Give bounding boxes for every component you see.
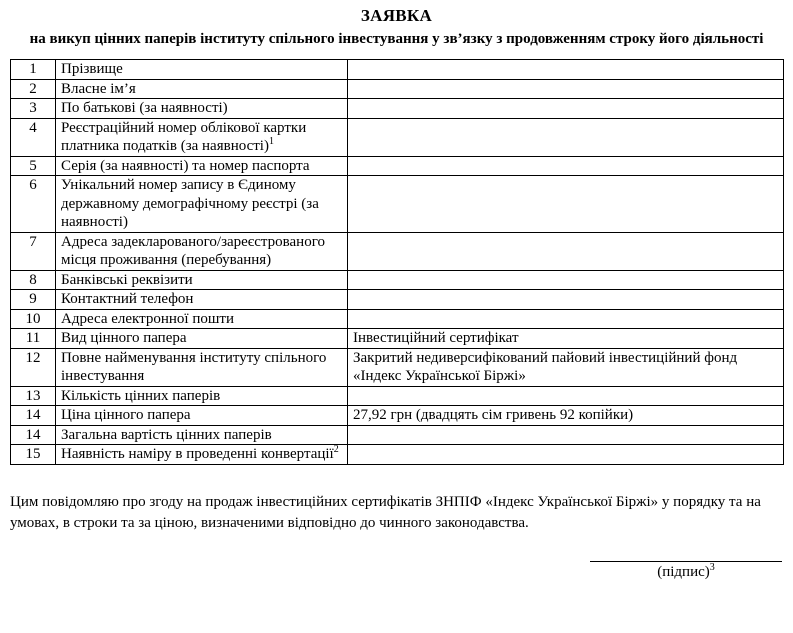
row-label	[56, 406, 348, 426]
row-number: 15	[11, 445, 56, 465]
row-number: 8	[11, 270, 56, 290]
table-row	[11, 290, 784, 310]
table-row	[11, 60, 784, 80]
row-label-text: Кількість цінних паперів	[61, 387, 221, 404]
document-title: ЗАЯВКА	[360, 6, 433, 25]
footnote-marker: 2	[333, 444, 339, 455]
row-label	[56, 118, 348, 156]
signature-footnote-marker: 3	[709, 561, 715, 573]
row-value	[348, 386, 784, 406]
row-label	[56, 309, 348, 329]
row-value	[348, 60, 784, 80]
form-table-body	[11, 60, 784, 465]
table-row	[11, 176, 784, 233]
document-subtitle: на викуп цінних паперів інституту спільного інвестування у зв’язку з продовженням строку його діяльності	[29, 31, 764, 47]
row-value	[348, 232, 784, 270]
consent-statement: Цим повідомляю про згоду на продаж інвестиційних сертифікатів ЗНПІФ «Індекс Української Біржі» у порядку та на умовах, в строки та за ціною, визначеними відповідно до чинного законодавства.	[10, 493, 761, 531]
table-row	[11, 232, 784, 270]
row-value	[348, 118, 784, 156]
row-label-text: Серія (за наявності) та номер паспорта	[61, 157, 310, 174]
row-value	[348, 99, 784, 119]
footnote-marker: 1	[268, 136, 274, 147]
table-row	[11, 386, 784, 406]
application-form-table	[10, 59, 784, 465]
row-value	[348, 309, 784, 329]
row-value: Закритий недиверсифікований пайовий інвестиційний фонд «Індекс Української Біржі»	[348, 348, 784, 386]
row-label-text: Вид цінного папера	[61, 330, 187, 346]
row-label	[56, 79, 348, 99]
table-row	[11, 99, 784, 119]
row-label-text: Адреса задекларованого/зареєстрованого місця проживання (перебування)	[61, 233, 325, 268]
table-row	[11, 425, 784, 445]
row-label-text: Загальна вартість цінних паперів	[61, 426, 272, 443]
row-label-text: Ціна цінного папера	[61, 407, 191, 423]
row-value	[348, 176, 784, 233]
row-number: 1	[11, 60, 56, 80]
row-label	[56, 60, 348, 80]
row-label-text: Контактний телефон	[61, 291, 194, 307]
row-value	[348, 290, 784, 310]
row-label	[56, 386, 348, 406]
table-row	[11, 118, 784, 156]
row-label	[56, 329, 348, 349]
row-label	[56, 445, 348, 465]
row-label-text: Прізвище	[61, 61, 123, 77]
row-value	[348, 445, 784, 465]
row-number: 4	[11, 118, 56, 156]
row-value: 27,92 грн (двадцять сім гривень 92 копійки)	[348, 406, 784, 426]
row-label	[56, 425, 348, 445]
row-label-text: Реєстраційний номер облікової картки платника податків (за наявності)	[61, 119, 307, 154]
table-row	[11, 309, 784, 329]
row-label	[56, 99, 348, 119]
row-label-text: Власне ім’я	[61, 80, 136, 97]
table-row	[11, 156, 784, 176]
row-label-text: Унікальний номер запису в Єдиному державному демографічному реєстрі (за наявності)	[61, 177, 319, 230]
row-label	[56, 290, 348, 310]
row-label	[56, 348, 348, 386]
row-number: 9	[11, 290, 56, 310]
row-number: 7	[11, 232, 56, 270]
row-number: 14	[11, 425, 56, 445]
row-number: 13	[11, 386, 56, 406]
table-row	[11, 270, 784, 290]
row-value: Інвестиційний сертифікат	[348, 329, 784, 349]
row-value	[348, 79, 784, 99]
signature-block	[590, 561, 782, 582]
row-label-text: Банківські реквізити	[61, 271, 193, 288]
row-number: 10	[11, 309, 56, 329]
row-label-text: Повне найменування інституту спільного інвестування	[61, 349, 327, 384]
table-row	[11, 329, 784, 349]
row-label	[56, 156, 348, 176]
table-row	[11, 348, 784, 386]
row-number: 3	[11, 99, 56, 119]
row-number: 12	[11, 348, 56, 386]
row-value	[348, 425, 784, 445]
row-number: 6	[11, 176, 56, 233]
signature-line	[590, 561, 782, 562]
row-label-text: Наявність наміру в проведенні конвертації	[61, 446, 334, 462]
signature-caption	[590, 563, 782, 582]
row-label	[56, 232, 348, 270]
table-row	[11, 79, 784, 99]
row-number: 11	[11, 329, 56, 349]
row-value	[348, 156, 784, 176]
row-number: 14	[11, 406, 56, 426]
row-label	[56, 176, 348, 233]
signature-label: (підпис)	[657, 563, 710, 580]
row-number: 5	[11, 156, 56, 176]
table-row	[11, 406, 784, 426]
row-label-text: Адреса електронної пошти	[61, 310, 235, 327]
row-number: 2	[11, 79, 56, 99]
row-label	[56, 270, 348, 290]
row-value	[348, 270, 784, 290]
table-row	[11, 445, 784, 465]
row-label-text: По батькові (за наявності)	[61, 100, 228, 116]
